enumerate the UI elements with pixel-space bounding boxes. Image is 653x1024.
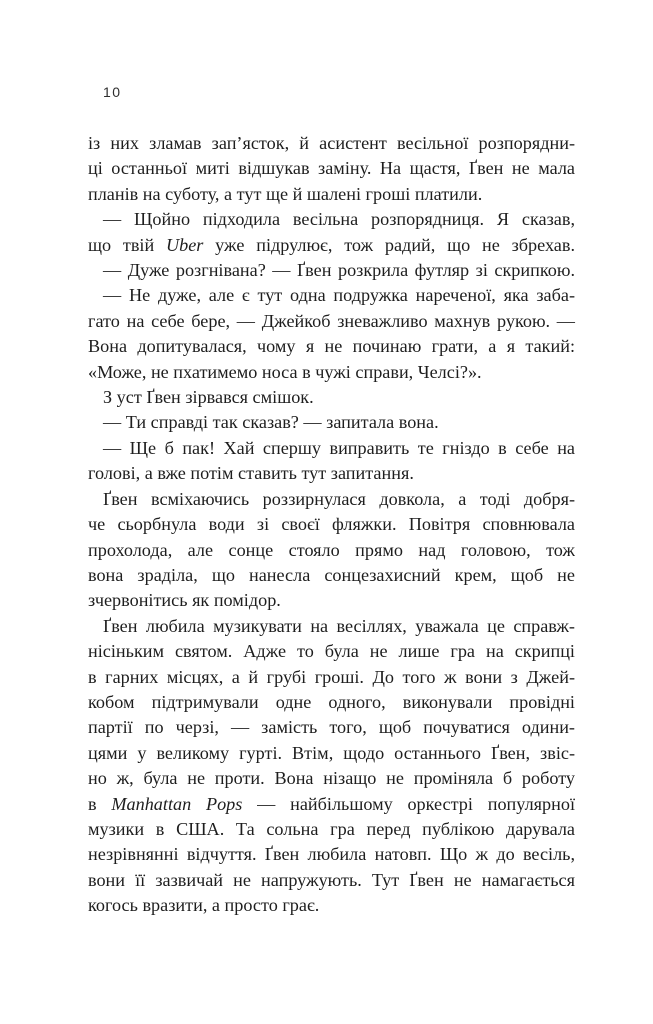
text-line: цями у великому гурті. Втім, щодо останнього Ґвен, звіс- bbox=[88, 742, 575, 763]
text-line: незрівнянні відчуття. Ґвен любила натовп. Що ж до весіль, bbox=[88, 844, 575, 865]
text-line: че сьорбнула води зі своєї фляжки. Повітря сповнювала bbox=[88, 514, 575, 535]
text-line: нісіньким святом. Адже то була не лише гра на скрипці bbox=[88, 641, 575, 662]
text-line: Ґвен любила музикувати на весіллях, уважала це справж- bbox=[103, 615, 575, 636]
text-line: в гарних місцях, а й грубі гроші. До того ж вони з Джей- bbox=[88, 666, 575, 687]
text-line: зчервонітись як помідор. bbox=[88, 590, 281, 611]
text-line: — Дуже розгнівана? — Ґвен розкрила футляр зі скрипкою. bbox=[103, 260, 575, 281]
text-line: що твій Uber уже підрулює, тож радий, що не збрехав. bbox=[88, 234, 576, 255]
text-line: Вона допитувалася, чому я не починаю грати, а я такий: bbox=[88, 336, 575, 357]
text-line: когось вразити, а просто грає. bbox=[88, 895, 320, 916]
body-text-block bbox=[88, 131, 575, 919]
text-line: із них зламав зап’ясток, й асистент весільної розпорядни- bbox=[88, 133, 575, 153]
text-line: — Не дуже, але є тут одна подружка нареченої, яка заба- bbox=[103, 285, 575, 306]
text-line: планів на суботу, а тут ще й шалені гроші платили. bbox=[88, 183, 483, 204]
text-line: вона зраділа, що нанесла сонцезахисний крем, щоб не bbox=[88, 564, 575, 585]
text-line: голові, а вже потім ставить тут запитання. bbox=[88, 463, 414, 484]
text-line: — Щойно підходила весільна розпорядниця. Я сказав, bbox=[103, 209, 575, 230]
text-line: прохолода, але сонце стояло прямо над головою, тож bbox=[88, 539, 575, 560]
page-number: 10 bbox=[103, 84, 122, 100]
text-line: — Ти справді так сказав? — запитала вона. bbox=[103, 412, 439, 433]
text-line: в Manhattan Pops — найбільшому оркестрі популярної bbox=[88, 793, 575, 814]
text-line: музики в США. Та сольна гра перед публікою дарувала bbox=[88, 818, 575, 839]
text-line: Ґвен всміхаючись роззирнулася довкола, а тоді добря- bbox=[103, 488, 575, 509]
text-line: — Ще б пак! Хай спершу виправить те гніздо в себе на bbox=[103, 437, 575, 458]
text-line: но ж, була не проти. Вона нізащо не проміняла б роботу bbox=[88, 768, 575, 789]
text-line: кобом підтримували одне одного, виконували провідні bbox=[88, 691, 575, 712]
text-line: ці останньої миті відшукав заміну. На щастя, Ґвен не мала bbox=[88, 158, 575, 179]
text-line: гато на себе бере, — Джейкоб зневажливо махнув рукою. — bbox=[88, 310, 575, 331]
text-line: партії по черзі, — замість того, щоб почуватися одини- bbox=[88, 717, 575, 738]
text-line: З уст Ґвен зірвався смішок. bbox=[103, 387, 314, 408]
text-line: «Може, не пхатимемо носа в чужі справи, Челсі?». bbox=[88, 361, 482, 382]
text-line: вони її зазвичай не напружують. Тут Ґвен не намагається bbox=[88, 869, 575, 890]
